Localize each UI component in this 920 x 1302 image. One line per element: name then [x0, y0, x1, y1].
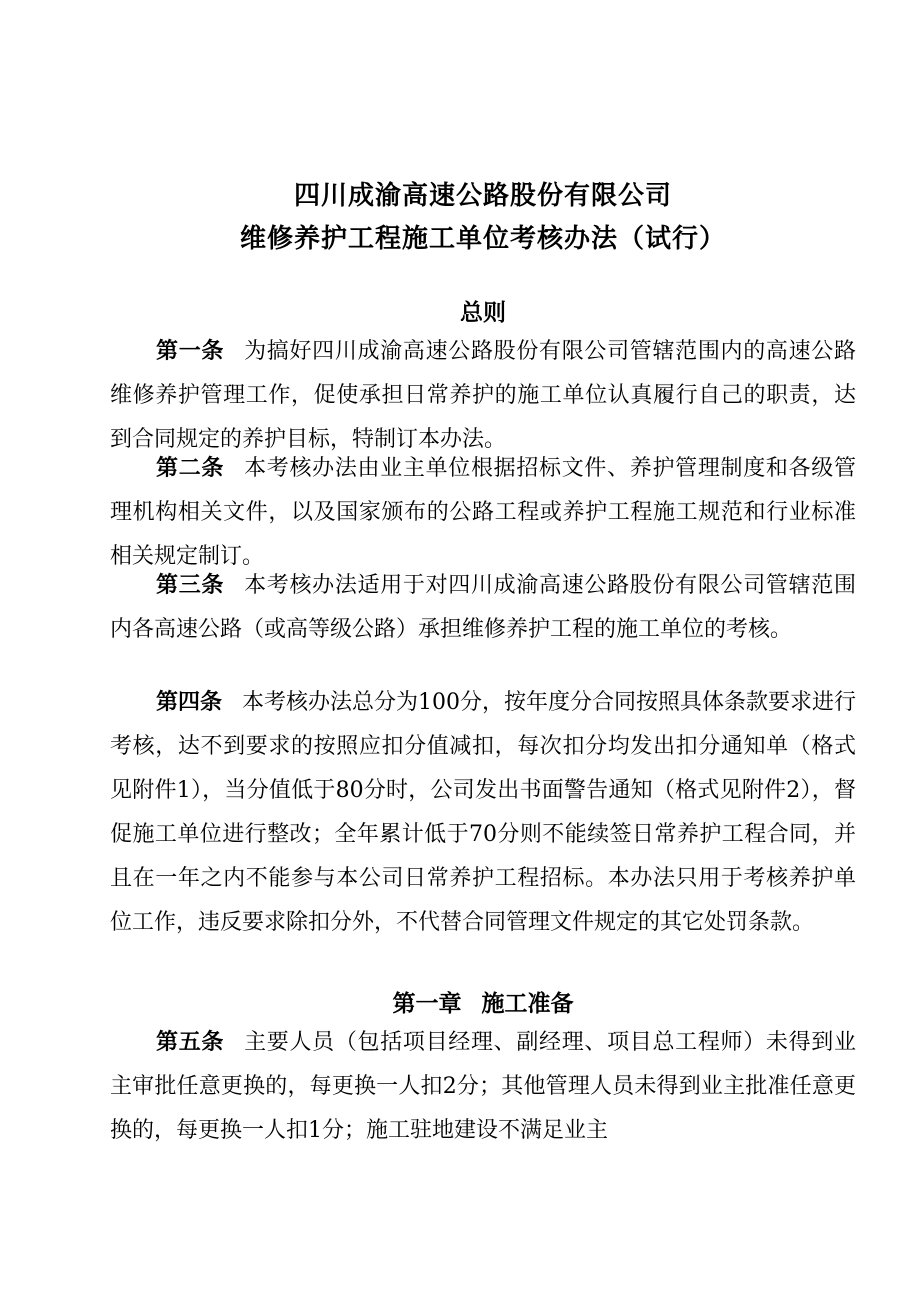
- article-text: 为搞好四川成渝高速公路股份有限公司管辖范围内的高速公路维修养护管理工作，促使承担日常养护的施工单位认真履行自己的职责，达到合同规定的养护目标，特制订本办法。: [110, 339, 856, 452]
- general-provisions-heading: 总则: [460, 300, 506, 326]
- article-text: 本考核办法由业主单位根据招标文件、养护管理制度和各级管理机构相关文件，以及国家颁布的公路工程或养护工程施工规范和行业标准相关规定制订。: [110, 456, 856, 569]
- article-label: 第三条: [156, 573, 225, 598]
- article-4: [110, 681, 856, 945]
- document-title-line2: 维修养护工程施工单位考核办法（试行）: [239, 224, 726, 254]
- article-text: 主要人员（包括项目经理、副经理、项目总工程师）未得到业主审批任意更换的，每更换一人扣2分；其他管理人员未得到业主批准任意更换的，每更换一人扣1分；施工驻地建设不满足业主: [110, 1030, 856, 1143]
- article-2: [110, 447, 856, 579]
- chapter-1-heading: [110, 987, 856, 1021]
- article-1: [110, 330, 856, 462]
- article-text: 本考核办法适用于对四川成渝高速公路股份有限公司管辖范围内各高速公路（或高等级公路）承担维修养护工程的施工单位的考核。: [110, 573, 856, 642]
- chapter-number: 第一章: [392, 991, 462, 1017]
- article-label: 第二条: [156, 456, 225, 481]
- article-5: [110, 1021, 856, 1153]
- document-title-line1: 四川成渝高速公路股份有限公司: [293, 181, 672, 211]
- article-label: 第五条: [156, 1030, 225, 1055]
- article-text: 本考核办法总分为100分，按年度分合同按照具体条款要求进行考核，达不到要求的按照应扣分值减扣，每次扣分均发出扣分通知单（格式见附件1），当分值低于80分时，公司发出书面警告通知（格式见附件2），督促施工单位进行整改；全年累计低于70分则不能续签日常养护工程合同，并且在一年之内不能参与本公司日常养护工程招标。本办法只用于考核养护单位工作，违反要求除扣分外，不代替合同管理文件规定的其它处罚条款。: [110, 690, 857, 935]
- article-label: 第一条: [156, 339, 225, 364]
- article-label: 第四条: [156, 690, 223, 715]
- chapter-title: 施工准备: [481, 991, 574, 1017]
- article-3: [110, 564, 856, 652]
